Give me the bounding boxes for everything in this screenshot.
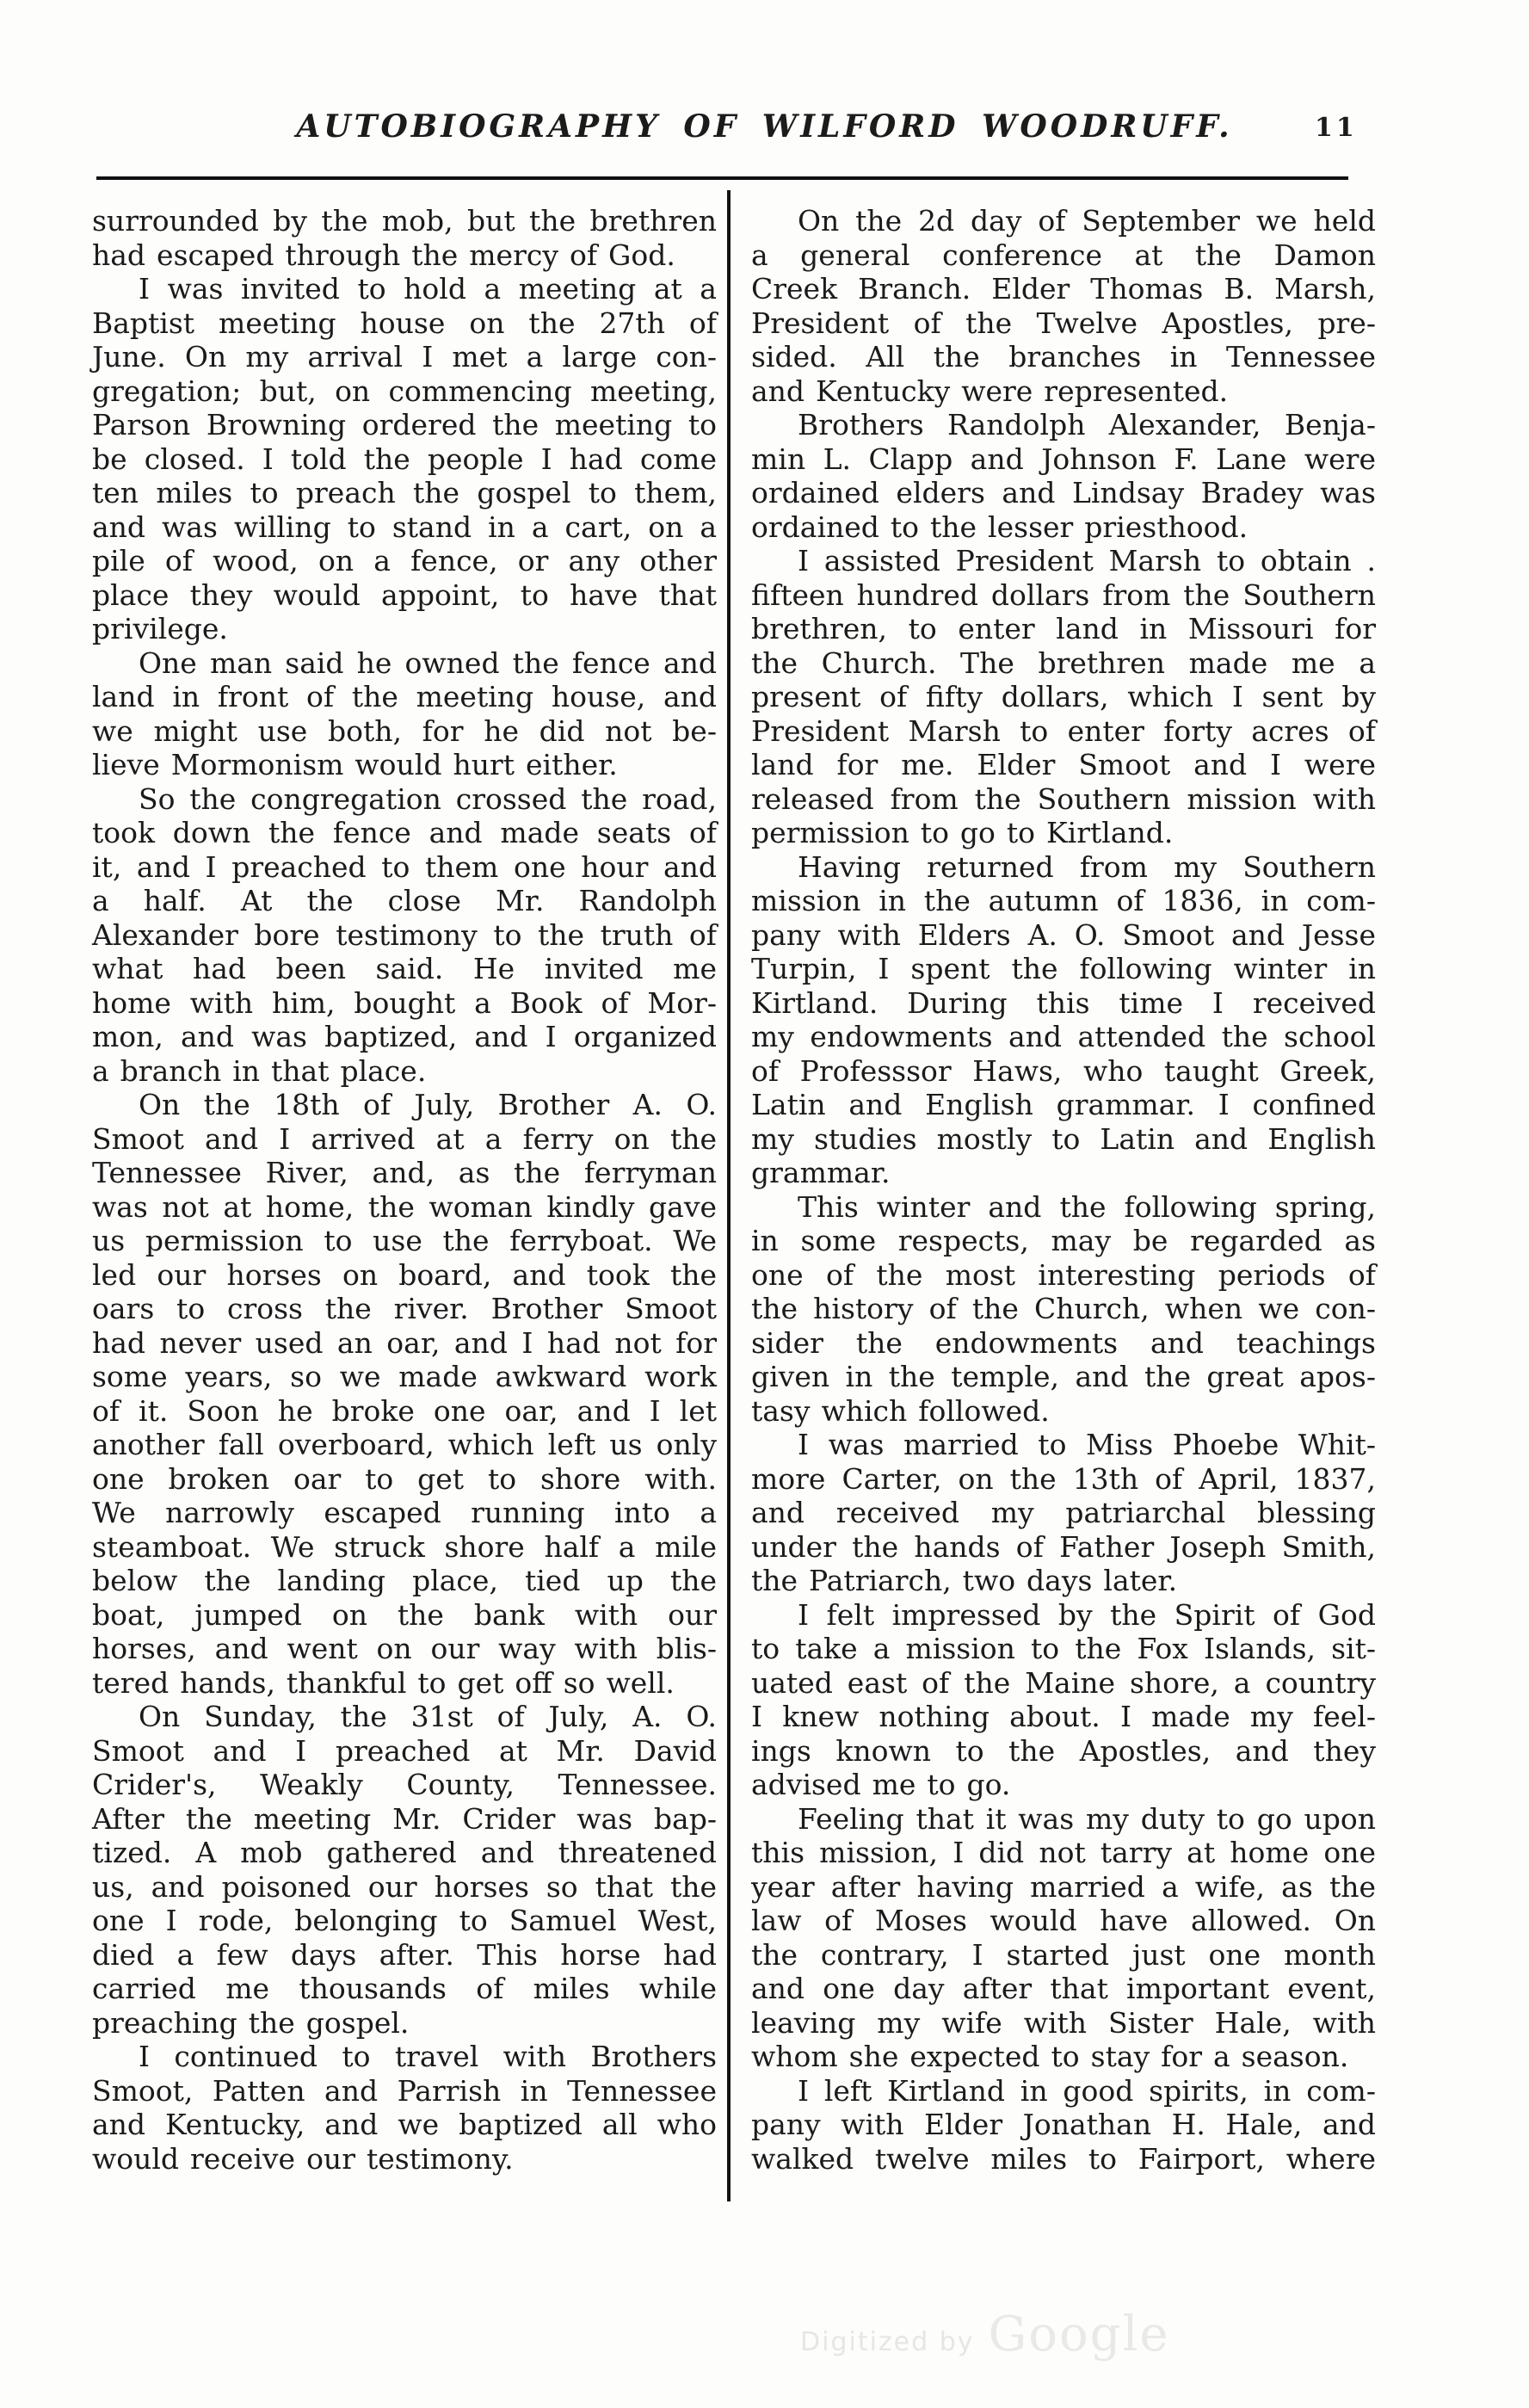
text-line: President of the Twelve Apostles, pre-: [751, 306, 1376, 340]
text-line: a half. At the close Mr. Randolph: [92, 884, 717, 917]
right-column: [751, 204, 1376, 2176]
text-line: Crider's, Weakly County, Tennessee.: [92, 1768, 717, 1801]
text-line: advised me to go.: [751, 1768, 1011, 1801]
text-line: oars to cross the river. Brother Smoot: [92, 1292, 717, 1325]
text-line: preaching the gospel.: [92, 2005, 410, 2040]
text-line: land for me. Elder Smoot and I were: [751, 748, 1376, 781]
text-line: present of fifty dollars, which I sent by: [751, 680, 1376, 713]
text-line: Parson Browning ordered the meeting to: [92, 408, 717, 441]
text-line: I assisted President Marsh to obtain .: [798, 544, 1376, 577]
text-line: tered hands, thankful to get off so well.: [92, 1665, 675, 1700]
text-line: fifteen hundred dollars from the Southern: [751, 577, 1376, 612]
text-line: given in the temple, and the great apos-: [751, 1360, 1376, 1393]
text-line: died a few days after. This horse had: [92, 1937, 717, 1972]
text-line: On the 18th of July, Brother A. O.: [139, 1088, 717, 1121]
text-line: surrounded by the mob, but the brethren: [92, 204, 717, 238]
left-column: [92, 204, 717, 2176]
text-line: be closed. I told the people I had come: [92, 441, 717, 476]
page-number: 11: [1315, 113, 1358, 143]
text-line: mission in the autumn of 1836, in com-: [751, 884, 1376, 917]
text-line: a branch in that place.: [92, 1053, 427, 1088]
text-line: us permission to use the ferryboat. We: [92, 1224, 717, 1257]
text-line: the contrary, I started just one month: [751, 1937, 1376, 1972]
text-line: lieve Mormonism would hurt either.: [92, 748, 618, 781]
text-line: it, and I preached to them one hour and: [92, 849, 717, 884]
text-line: would receive our testimony.: [92, 2141, 514, 2176]
text-line: pany with Elder Jonathan H. Hale, and: [751, 2108, 1376, 2141]
text-line: pany with Elders A. O. Smoot and Jesse: [751, 917, 1376, 952]
text-line: and was willing to stand in a cart, on a: [92, 509, 717, 544]
text-line: I was invited to hold a meeting at a: [139, 272, 717, 306]
watermark: [800, 2306, 1170, 2362]
text-line: carried me thousands of miles while: [92, 1972, 717, 2005]
text-line: land in front of the meeting house, and: [92, 680, 717, 713]
text-line: ten miles to preach the gospel to them,: [92, 476, 717, 509]
column-divider: [727, 190, 731, 2201]
text-line: horses, and went on our way with blis-: [92, 1632, 717, 1665]
text-line: of Professsor Haws, who taught Greek,: [751, 1053, 1376, 1088]
text-line: Smoot and I arrived at a ferry on the: [92, 1121, 717, 1156]
text-line: this mission, I did not tarry at home one: [751, 1836, 1376, 1869]
text-line: Latin and English grammar. I confined: [751, 1088, 1376, 1121]
text-line: This winter and the following spring,: [798, 1189, 1376, 1224]
text-line: One man said he owned the fence and: [139, 645, 717, 680]
text-line: walked twelve miles to Fairport, where: [751, 2141, 1376, 2176]
text-line: I left Kirtland in good spirits, in com-: [798, 2073, 1376, 2108]
text-line: min L. Clapp and Johnson F. Lane were: [751, 441, 1376, 476]
text-line: On the 2d day of September we held: [798, 204, 1376, 238]
text-line: leaving my wife with Sister Hale, with: [751, 2005, 1376, 2040]
text-line: On Sunday, the 31st of July, A. O.: [139, 1700, 717, 1733]
text-line: Feeling that it was my duty to go upon: [798, 1801, 1376, 1836]
text-line: place they would appoint, to have that: [92, 577, 717, 612]
text-line: below the landing place, tied up the: [92, 1564, 717, 1597]
text-line: ordained to the lesser priesthood.: [751, 509, 1248, 544]
text-line: one broken oar to get to shore with.: [92, 1461, 717, 1496]
text-line: After the meeting Mr. Crider was bap-: [92, 1801, 717, 1836]
text-line: Smoot, Patten and Parrish in Tennessee: [92, 2073, 717, 2108]
text-line: and Kentucky, and we baptized all who: [92, 2108, 717, 2141]
text-line: I felt impressed by the Spirit of God: [798, 1597, 1376, 1632]
text-line: some years, so we made awkward work: [92, 1360, 717, 1393]
text-line: the history of the Church, when we con-: [751, 1292, 1376, 1325]
text-line: to take a mission to the Fox Islands, sit-: [751, 1632, 1376, 1665]
watermark-google-logo: Google: [988, 2306, 1170, 2362]
header-rule: [96, 176, 1348, 180]
text-line: sided. All the branches in Tennessee: [751, 340, 1376, 374]
text-line: mon, and was baptized, and I organized: [92, 1020, 717, 1053]
text-line: grammar.: [751, 1156, 891, 1189]
text-line: uated east of the Maine shore, a country: [751, 1665, 1376, 1700]
text-line: took down the fence and made seats of: [92, 816, 717, 849]
text-line: steamboat. We struck shore half a mile: [92, 1529, 717, 1564]
text-line: ordained elders and Lindsay Bradey was: [751, 476, 1376, 509]
text-line: We narrowly escaped running into a: [92, 1496, 717, 1529]
text-line: under the hands of Father Joseph Smith,: [751, 1529, 1376, 1564]
text-line: boat, jumped on the bank with our: [92, 1597, 717, 1632]
text-line: the Church. The brethren made me a: [751, 645, 1376, 680]
text-line: us, and poisoned our horses so that the: [92, 1869, 717, 1904]
text-line: I knew nothing about. I made my feel-: [751, 1700, 1376, 1733]
text-line: had never used an oar, and I had not for: [92, 1325, 717, 1360]
text-line: a general conference at the Damon: [751, 238, 1376, 272]
text-line: permission to go to Kirtland.: [751, 816, 1174, 849]
text-line: released from the Southern mission with: [751, 781, 1376, 816]
text-line: home with him, bought a Book of Mor-: [92, 985, 717, 1020]
text-line: what had been said. He invited me: [92, 952, 717, 985]
text-line: law of Moses would have allowed. On: [751, 1904, 1376, 1937]
text-line: Turpin, I spent the following winter in: [751, 952, 1376, 985]
text-line: we might use both, for he did not be-: [92, 713, 717, 748]
text-line: ings known to the Apostles, and they: [751, 1733, 1376, 1768]
text-line: Having returned from my Southern: [798, 849, 1376, 884]
text-line: I continued to travel with Brothers: [139, 2040, 717, 2073]
text-line: sider the endowments and teachings: [751, 1325, 1376, 1360]
text-line: Alexander bore testimony to the truth of: [92, 917, 717, 952]
text-line: June. On my arrival I met a large con-: [92, 340, 717, 374]
text-line: gregation; but, on commencing meeting,: [92, 374, 717, 408]
text-line: privilege.: [92, 612, 228, 645]
text-line: my studies mostly to Latin and English: [751, 1121, 1376, 1156]
text-line: the Patriarch, two days later.: [751, 1564, 1178, 1597]
text-line: Creek Branch. Elder Thomas B. Marsh,: [751, 272, 1376, 306]
text-line: pile of wood, on a fence, or any other: [92, 544, 717, 577]
text-line: and one day after that important event,: [751, 1972, 1376, 2005]
text-line: Kirtland. During this time I received: [751, 985, 1376, 1020]
text-line: whom she expected to stay for a season.: [751, 2040, 1349, 2073]
text-line: more Carter, on the 13th of April, 1837,: [751, 1461, 1376, 1496]
text-line: and received my patriarchal blessing: [751, 1496, 1376, 1529]
text-line: had escaped through the mercy of God.: [92, 238, 675, 272]
text-line: and Kentucky were represented.: [751, 374, 1229, 408]
text-line: my endowments and attended the school: [751, 1020, 1376, 1053]
text-line: I was married to Miss Phoebe Whit-: [798, 1428, 1376, 1461]
text-line: year after having married a wife, as the: [751, 1869, 1376, 1904]
text-line: Tennessee River, and, as the ferryman: [92, 1156, 717, 1189]
text-line: tized. A mob gathered and threatened: [92, 1836, 717, 1869]
text-line: So the congregation crossed the road,: [139, 781, 717, 816]
text-line: was not at home, the woman kindly gave: [92, 1189, 717, 1224]
text-line: tasy which followed.: [751, 1393, 1050, 1428]
text-line: President Marsh to enter forty acres of: [751, 713, 1376, 748]
running-title: AUTOBIOGRAPHY OF WILFORD WOODRUFF.: [296, 108, 1233, 145]
text-line: one of the most interesting periods of: [751, 1257, 1376, 1292]
watermark-digitized-by-label: Digitized by: [800, 2327, 975, 2357]
text-line: led our horses on board, and took the: [92, 1257, 717, 1292]
text-line: Baptist meeting house on the 27th of: [92, 306, 717, 340]
text-line: in some respects, may be regarded as: [751, 1224, 1376, 1257]
text-line: one I rode, belonging to Samuel West,: [92, 1904, 717, 1937]
text-line: Smoot and I preached at Mr. David: [92, 1733, 717, 1768]
text-line: another fall overboard, which left us only: [92, 1428, 717, 1461]
text-line: of it. Soon he broke one oar, and I let: [92, 1393, 717, 1428]
text-line: Brothers Randolph Alexander, Benja-: [798, 408, 1376, 441]
text-line: brethren, to enter land in Missouri for: [751, 612, 1376, 645]
